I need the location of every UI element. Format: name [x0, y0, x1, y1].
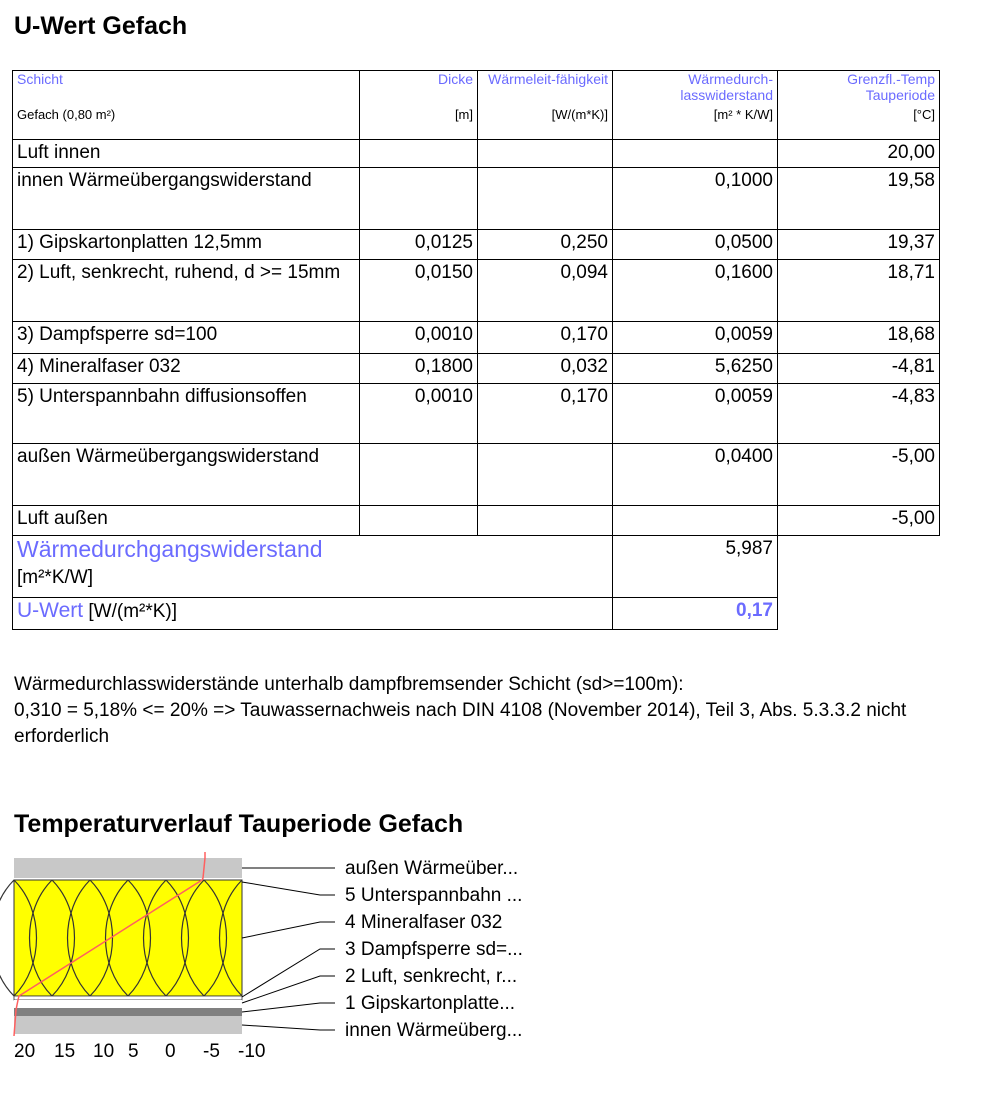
table-row — [13, 506, 940, 536]
summary-r-label: Wärmedurchgangswiderstand — [17, 536, 323, 562]
layer-name: 3) Dampfsperre sd=100 — [13, 322, 360, 354]
layer-dicke: 0,0125 — [360, 230, 478, 260]
layer-name: außen Wärmeübergangswiderstand — [13, 444, 360, 506]
layer-lambda: 0,250 — [478, 230, 613, 260]
layer-r: 0,0400 — [613, 444, 778, 506]
layer-temp: 19,58 — [778, 168, 940, 230]
layer-name: Luft innen — [13, 140, 360, 168]
legend-item: 5 Unterspannbahn ... — [345, 885, 523, 906]
layer-r: 0,0500 — [613, 230, 778, 260]
layer-dicke — [360, 506, 478, 536]
header-schicht: Schicht Gefach (0,80 m²) — [13, 71, 360, 140]
table-row — [13, 354, 940, 384]
layer-lambda — [478, 444, 613, 506]
summary-r-row — [13, 536, 940, 598]
layer-name: 5) Unterspannbahn diffusionsoffen — [13, 384, 360, 444]
table-row — [13, 444, 940, 506]
axis-tick-label: 20 — [14, 1041, 36, 1062]
layer-lambda: 0,170 — [478, 384, 613, 444]
layer-lambda — [478, 140, 613, 168]
layer-name: 2) Luft, senkrecht, ruhend, d >= 15mm — [13, 260, 360, 322]
summary-r-value: 5,987 — [613, 536, 778, 598]
layer-temp: 19,37 — [778, 230, 940, 260]
table-header-row — [13, 71, 940, 140]
header-r: Wärmedurch-lasswiderstand [m² * K/W] — [613, 71, 778, 140]
layer-dicke: 0,0010 — [360, 322, 478, 354]
layer-lambda — [478, 168, 613, 230]
axis-tick-label: 5 — [128, 1041, 139, 1062]
axis-tick-label: -5 — [203, 1041, 220, 1062]
layer-air-gap — [14, 1000, 242, 1008]
layer-temp: -5,00 — [778, 444, 940, 506]
layer-name: innen Wärmeübergangswiderstand — [13, 168, 360, 230]
page-title: U-Wert Gefach — [14, 12, 188, 40]
layer-inner-band — [14, 1016, 242, 1034]
layer-name: 4) Mineralfaser 032 — [13, 354, 360, 384]
layer-r: 0,1000 — [613, 168, 778, 230]
layer-r: 0,1600 — [613, 260, 778, 322]
header-temp: Grenzfl.-Temp Tauperiode [°C] — [778, 71, 940, 140]
legend-item: 1 Gipskartonplatte... — [345, 993, 516, 1014]
layer-lambda — [478, 506, 613, 536]
layer-name: 1) Gipskartonplatten 12,5mm — [13, 230, 360, 260]
header-dicke: Dicke [m] — [360, 71, 478, 140]
layer-r — [613, 506, 778, 536]
layer-dicke: 0,0010 — [360, 384, 478, 444]
layer-r — [613, 140, 778, 168]
header-lambda: Wärmeleit-fähigkeit [W/(m*K)] — [478, 71, 613, 140]
summary-r-unit: [m²*K/W] — [17, 567, 93, 588]
legend-item: außen Wärmeüber... — [345, 858, 519, 879]
axis-tick-label: -10 — [238, 1041, 266, 1062]
table-row — [13, 260, 940, 322]
axis-tick-label: 15 — [54, 1041, 76, 1062]
temperature-profile-diagram — [0, 850, 600, 1080]
layer-dicke: 0,0150 — [360, 260, 478, 322]
u-value: 0,17 — [613, 598, 778, 630]
layer-temp: 20,00 — [778, 140, 940, 168]
table-row — [13, 168, 940, 230]
legend-item: 2 Luft, senkrecht, r... — [345, 966, 518, 987]
axis-tick-label: 10 — [93, 1041, 115, 1062]
layer-temp: 18,68 — [778, 322, 940, 354]
layer-r: 5,6250 — [613, 354, 778, 384]
table-row — [13, 322, 940, 354]
layer-lambda: 0,094 — [478, 260, 613, 322]
layer-r: 0,0059 — [613, 384, 778, 444]
legend-item: innen Wärmeüberg... — [345, 1020, 523, 1041]
layer-lambda: 0,032 — [478, 354, 613, 384]
layer-dicke — [360, 444, 478, 506]
table-row — [13, 384, 940, 444]
layer-outer-band — [14, 858, 242, 878]
u-label: U-Wert — [17, 599, 84, 622]
axis-tick-label: 0 — [165, 1041, 176, 1062]
layer-vapour-barrier — [14, 996, 242, 1000]
layer-temp: 18,71 — [778, 260, 940, 322]
layer-temp: -4,83 — [778, 384, 940, 444]
u-unit: [W/(m²*K)] — [88, 601, 178, 622]
layer-temp: -4,81 — [778, 354, 940, 384]
layer-name: Luft außen — [13, 506, 360, 536]
table-row — [13, 230, 940, 260]
table-row — [13, 140, 940, 168]
u-value-row — [13, 598, 940, 630]
layer-dicke — [360, 140, 478, 168]
u-label-cell — [13, 598, 613, 630]
note-line-2: 0,310 = 5,18% <= 20% => Tauwassernachweis nach DIN 4108 (November 2014), Teil 3, Abs. 5.3.3.2 nicht erforderlich — [14, 700, 907, 747]
layer-dicke: 0,1800 — [360, 354, 478, 384]
condensation-note — [14, 672, 994, 750]
layer-lambda: 0,170 — [478, 322, 613, 354]
layer-r: 0,0059 — [613, 322, 778, 354]
layer-insulation — [14, 880, 242, 996]
layer-temp: -5,00 — [778, 506, 940, 536]
diagram-title: Temperaturverlauf Tauperiode Gefach — [14, 810, 464, 838]
legend-item: 4 Mineralfaser 032 — [345, 912, 503, 933]
leader-lines — [242, 868, 335, 1030]
u-value-table — [12, 70, 940, 630]
layer-dicke — [360, 168, 478, 230]
legend-item: 3 Dampfsperre sd=... — [345, 939, 523, 960]
legend — [345, 858, 523, 1041]
note-line-1: Wärmedurchlasswiderstände unterhalb dampfbremsender Schicht (sd>=100m): — [14, 674, 684, 695]
temperature-axis — [14, 1041, 265, 1062]
layer-gypsum-board — [14, 1008, 242, 1016]
summary-r-label-cell — [13, 536, 613, 598]
